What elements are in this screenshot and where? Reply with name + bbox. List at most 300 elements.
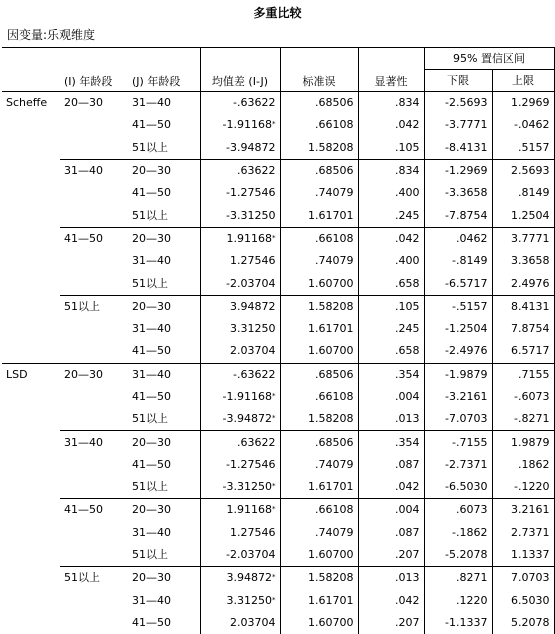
sig-cell [358,182,424,204]
j-group-cell [128,522,200,544]
lower-bound-cell [424,386,492,408]
sig-cell-value: .042 [395,118,420,131]
sig-cell-value: .400 [395,254,420,267]
lower-bound-cell-value: -1.2504 [445,322,487,335]
upper-bound-cell-value: 3.7771 [511,232,550,245]
j-group-cell-value: 51以上 [132,141,168,154]
sig-cell [358,114,424,136]
j-group-cell-value: 51以上 [132,548,168,561]
lower-bound-cell-value: .6073 [456,503,488,516]
mean-diff-cell [200,227,280,250]
upper-bound-cell-value: 2.5693 [511,164,550,177]
j-group-cell-value: 31—40 [132,254,171,267]
sig-cell [358,318,424,340]
lower-bound-cell [424,182,492,204]
std-err-cell-value: 1.58208 [308,571,354,584]
header-j-group: (J) 年龄段 [128,48,200,92]
mean-diff-cell-value: .63622 [237,436,276,449]
upper-bound-cell-value: 1.1337 [511,548,550,561]
i-group-label: 20—30 [60,92,128,115]
j-group-cell [128,476,200,499]
sig-cell-value: .105 [395,300,420,313]
sig-cell [358,92,424,115]
table-row [2,499,554,522]
upper-bound-cell [492,318,554,340]
mean-diff-cell-value: .63622 [237,164,276,177]
upper-bound-cell [492,408,554,431]
std-err-cell [280,114,358,136]
j-group-cell [128,227,200,250]
upper-bound-cell [492,363,554,386]
j-group-cell [128,612,200,634]
mean-diff-cell-value: 1.27546 [230,254,276,267]
j-group-cell-value: 41—50 [132,118,171,131]
sig-cell [358,499,424,522]
std-err-cell-value: .66108 [315,232,354,245]
j-group-cell [128,250,200,272]
upper-bound-cell [492,476,554,499]
lower-bound-cell [424,476,492,499]
mean-diff-cell [200,340,280,363]
lower-bound-cell [424,454,492,476]
table-row [2,476,554,499]
sig-cell [358,408,424,431]
table-row [2,590,554,612]
sig-cell-value: .207 [395,616,420,629]
mean-diff-cell [200,431,280,454]
significance-star: * [272,120,276,128]
lower-bound-cell [424,340,492,363]
std-err-cell [280,182,358,204]
i-group-label: 41—50 [60,499,128,522]
upper-bound-cell-value: .8149 [518,186,550,199]
lower-bound-cell [424,114,492,136]
std-err-cell [280,408,358,431]
std-err-cell-value: .68506 [315,436,354,449]
multiple-comparisons-table [2,47,555,634]
upper-bound-cell [492,114,554,136]
upper-bound-cell-value: 1.2969 [511,96,550,109]
mean-diff-cell [200,204,280,227]
i-group-label: 41—50 [60,227,128,250]
mean-diff-cell-value: -3.94872 [226,141,275,154]
mean-diff-cell [200,137,280,160]
header-mean-diff: 均值差 (I-J) [200,48,280,92]
mean-diff-cell-value: -1.27546 [226,458,275,471]
lower-bound-cell [424,204,492,227]
sig-cell-value: .354 [395,368,420,381]
upper-bound-cell-value: .5157 [518,141,550,154]
j-group-cell [128,544,200,567]
mean-diff-cell [200,363,280,386]
table-row [2,92,554,115]
j-group-cell-value: 41—50 [132,458,171,471]
j-group-cell-value: 41—50 [132,186,171,199]
std-err-cell-value: 1.60700 [308,616,354,629]
table-row [2,182,554,204]
mean-diff-cell-value: -2.03704 [226,277,275,290]
std-err-cell-value: 1.60700 [308,344,354,357]
significance-star: * [272,414,276,422]
sig-cell [358,567,424,590]
table-row [2,227,554,250]
mean-diff-cell [200,250,280,272]
std-err-cell [280,522,358,544]
sig-cell-value: .658 [395,344,420,357]
upper-bound-cell [492,386,554,408]
table-row [2,612,554,634]
std-err-cell [280,92,358,115]
mean-diff-cell-value: -1.91168 [223,118,272,131]
lower-bound-cell [424,363,492,386]
significance-star: * [272,234,276,242]
mean-diff-cell [200,114,280,136]
upper-bound-cell-value: -.0462 [514,118,549,131]
j-group-cell [128,159,200,182]
table-row [2,408,554,431]
lower-bound-cell-value: -.7155 [452,436,487,449]
header-ci: 95% 置信区间 [424,48,554,70]
upper-bound-cell [492,612,554,634]
j-group-cell-value: 51以上 [132,209,168,222]
table-row [2,567,554,590]
upper-bound-cell [492,340,554,363]
j-group-cell-value: 41—50 [132,616,171,629]
std-err-cell [280,544,358,567]
lower-bound-cell [424,137,492,160]
mean-diff-cell [200,499,280,522]
table-title: 多重比较 [0,4,555,21]
significance-star: * [272,392,276,400]
std-err-cell [280,612,358,634]
table-row [2,340,554,363]
i-group-label: 20—30 [60,363,128,386]
lower-bound-cell [424,431,492,454]
j-group-cell [128,204,200,227]
lower-bound-cell-value: .0462 [456,232,488,245]
sig-cell [358,204,424,227]
std-err-cell-value: 1.60700 [308,277,354,290]
upper-bound-cell-value: 6.5717 [511,344,550,357]
std-err-cell [280,295,358,318]
mean-diff-cell-value: 3.94872 [227,571,273,584]
sig-cell [358,159,424,182]
std-err-cell [280,499,358,522]
upper-bound-cell [492,272,554,295]
upper-bound-cell [492,567,554,590]
mean-diff-cell-value: 2.03704 [230,344,276,357]
table-row [2,431,554,454]
mean-diff-cell-value: -3.31250 [226,209,275,222]
sig-cell-value: .004 [395,390,420,403]
upper-bound-cell [492,590,554,612]
std-err-cell [280,250,358,272]
j-group-cell-value: 20—30 [132,503,171,516]
table-row [2,159,554,182]
mean-diff-cell [200,386,280,408]
sig-cell [358,250,424,272]
std-err-cell [280,431,358,454]
mean-diff-cell-value: -.63622 [233,368,275,381]
j-group-cell [128,386,200,408]
std-err-cell-value: .74079 [315,254,354,267]
lower-bound-cell [424,272,492,295]
sig-cell [358,454,424,476]
upper-bound-cell [492,159,554,182]
std-err-cell [280,590,358,612]
mean-diff-cell-value: 1.27546 [230,526,276,539]
j-group-cell-value: 31—40 [132,322,171,335]
lower-bound-cell-value: -7.0703 [445,412,487,425]
table-row [2,250,554,272]
sig-cell-value: .013 [395,412,420,425]
std-err-cell-value: 1.61701 [308,209,354,222]
upper-bound-cell [492,544,554,567]
std-err-cell [280,204,358,227]
mean-diff-cell [200,612,280,634]
upper-bound-cell-value: .7155 [518,368,550,381]
mean-diff-cell [200,92,280,115]
upper-bound-cell-value: 3.3658 [511,254,550,267]
j-group-cell-value: 20—30 [132,571,171,584]
j-group-cell-value: 41—50 [132,390,171,403]
j-group-cell-value: 41—50 [132,344,171,357]
j-group-cell-value: 31—40 [132,594,171,607]
std-err-cell [280,476,358,499]
sig-cell-value: .042 [395,480,420,493]
std-err-cell-value: 1.58208 [308,412,354,425]
mean-diff-cell-value: 3.31250 [227,594,273,607]
upper-bound-cell-value: -.8271 [514,412,549,425]
std-err-cell [280,340,358,363]
std-err-cell-value: .74079 [315,186,354,199]
std-err-cell-value: 1.58208 [308,300,354,313]
mean-diff-cell [200,159,280,182]
lower-bound-cell [424,544,492,567]
sig-cell [358,363,424,386]
lower-bound-cell-value: -.8149 [452,254,487,267]
lower-bound-cell-value: -1.1337 [445,616,487,629]
sig-cell [358,272,424,295]
upper-bound-cell-value: 6.5030 [511,594,550,607]
table-row [2,386,554,408]
j-group-cell [128,137,200,160]
upper-bound-cell [492,522,554,544]
significance-star: * [272,596,276,604]
dependent-variable-label: 因变量:乐观维度 [7,26,95,43]
lower-bound-cell-value: -3.7771 [445,118,487,131]
upper-bound-cell [492,92,554,115]
std-err-cell-value: .74079 [315,458,354,471]
mean-diff-cell [200,408,280,431]
lower-bound-cell-value: -7.8754 [445,209,487,222]
lower-bound-cell [424,295,492,318]
upper-bound-cell [492,454,554,476]
header-std-err: 标准误 [280,48,358,92]
upper-bound-cell [492,431,554,454]
sig-cell-value: .658 [395,277,420,290]
lower-bound-cell [424,522,492,544]
lower-bound-cell-value: -8.4131 [445,141,487,154]
lower-bound-cell-value: -1.2969 [445,164,487,177]
significance-star: * [272,505,276,513]
std-err-cell [280,318,358,340]
sig-cell-value: .087 [395,458,420,471]
std-err-cell-value: .66108 [315,503,354,516]
table-row [2,295,554,318]
upper-bound-cell-value: 2.4976 [511,277,550,290]
i-group-label: 51以上 [60,567,128,590]
j-group-cell [128,295,200,318]
j-group-cell [128,92,200,115]
std-err-cell-value: 1.61701 [308,480,354,493]
sig-cell [358,340,424,363]
lower-bound-cell-value: -2.4976 [445,344,487,357]
sig-cell-value: .834 [395,96,420,109]
j-group-cell [128,454,200,476]
sig-cell-value: .354 [395,436,420,449]
std-err-cell-value: 1.61701 [308,594,354,607]
lower-bound-cell-value: .8271 [456,571,488,584]
std-err-cell-value: 1.61701 [308,322,354,335]
upper-bound-cell-value: 7.0703 [511,571,550,584]
j-group-cell [128,182,200,204]
std-err-cell-value: .68506 [315,368,354,381]
std-err-cell-value: 1.60700 [308,548,354,561]
j-group-cell [128,272,200,295]
significance-star: * [272,482,276,490]
lower-bound-cell-value: .1220 [456,594,488,607]
upper-bound-cell [492,204,554,227]
upper-bound-cell-value: 7.8754 [511,322,550,335]
table-row [2,204,554,227]
lower-bound-cell-value: -6.5030 [445,480,487,493]
j-group-cell [128,431,200,454]
upper-bound-cell-value: 1.2504 [511,209,550,222]
lower-bound-cell [424,612,492,634]
sig-cell [358,544,424,567]
upper-bound-cell [492,250,554,272]
mean-diff-cell-value: -1.27546 [226,186,275,199]
lower-bound-cell-value: -6.5717 [445,277,487,290]
sig-cell-value: .105 [395,141,420,154]
sig-cell-value: .245 [395,209,420,222]
lower-bound-cell [424,499,492,522]
std-err-cell [280,454,358,476]
sig-cell [358,137,424,160]
lower-bound-cell [424,318,492,340]
sig-cell-value: .042 [395,232,420,245]
upper-bound-cell-value: .1862 [518,458,550,471]
table-row [2,137,554,160]
table-row [2,318,554,340]
lower-bound-cell-value: -.5157 [452,300,487,313]
sig-cell-value: .207 [395,548,420,561]
j-group-cell [128,590,200,612]
lower-bound-cell [424,567,492,590]
lower-bound-cell [424,408,492,431]
i-group-label: 31—40 [60,431,128,454]
upper-bound-cell-value: 5.2078 [511,616,550,629]
lower-bound-cell [424,227,492,250]
lower-bound-cell-value: -2.7371 [445,458,487,471]
std-err-cell-value: .66108 [315,390,354,403]
j-group-cell [128,340,200,363]
mean-diff-cell [200,272,280,295]
upper-bound-cell-value: 1.9879 [511,436,550,449]
mean-diff-cell-value: 3.31250 [230,322,276,335]
mean-diff-cell-value: -2.03704 [226,548,275,561]
sig-cell [358,386,424,408]
method-label: LSD [2,363,60,386]
sig-cell [358,227,424,250]
std-err-cell-value: .68506 [315,164,354,177]
j-group-cell-value: 51以上 [132,277,168,290]
lower-bound-cell-value: -2.5693 [445,96,487,109]
j-group-cell-value: 31—40 [132,526,171,539]
j-group-cell-value: 51以上 [132,480,168,493]
j-group-cell-value: 20—30 [132,436,171,449]
i-group-label: 31—40 [60,159,128,182]
j-group-cell-value: 31—40 [132,96,171,109]
std-err-cell [280,386,358,408]
std-err-cell-value: .74079 [315,526,354,539]
sig-cell-value: .834 [395,164,420,177]
mean-diff-cell-value: 1.91168 [227,232,273,245]
table-body [2,92,554,634]
j-group-cell-value: 51以上 [132,412,168,425]
lower-bound-cell [424,159,492,182]
lower-bound-cell [424,92,492,115]
std-err-cell-value: .68506 [315,96,354,109]
j-group-cell-value: 20—30 [132,232,171,245]
upper-bound-cell-value: -.1220 [514,480,549,493]
mean-diff-cell [200,318,280,340]
j-group-cell [128,363,200,386]
mean-diff-cell-value: 2.03704 [230,616,276,629]
upper-bound-cell [492,182,554,204]
sig-cell-value: .087 [395,526,420,539]
lower-bound-cell-value: -5.2078 [445,548,487,561]
lower-bound-cell-value: -3.2161 [445,390,487,403]
lower-bound-cell [424,590,492,612]
mean-diff-cell [200,295,280,318]
header-lower: 下限 [424,70,492,92]
significance-star: * [272,573,276,581]
header-upper: 上限 [492,70,554,92]
j-group-cell-value: 31—40 [132,368,171,381]
std-err-cell-value: 1.58208 [308,141,354,154]
mean-diff-cell [200,590,280,612]
std-err-cell [280,272,358,295]
j-group-cell-value: 20—30 [132,300,171,313]
j-group-cell [128,114,200,136]
j-group-cell-value: 20—30 [132,164,171,177]
table-row [2,114,554,136]
sig-cell [358,295,424,318]
sig-cell [358,590,424,612]
mean-diff-cell-value: 1.91168 [227,503,273,516]
upper-bound-cell [492,137,554,160]
sig-cell-value: .400 [395,186,420,199]
lower-bound-cell-value: -3.3658 [445,186,487,199]
mean-diff-cell-value: -1.91168 [223,390,272,403]
table-row [2,272,554,295]
upper-bound-cell [492,227,554,250]
header-i-group: (I) 年龄段 [60,48,128,92]
method-label: Scheffe [2,92,60,115]
mean-diff-cell [200,454,280,476]
